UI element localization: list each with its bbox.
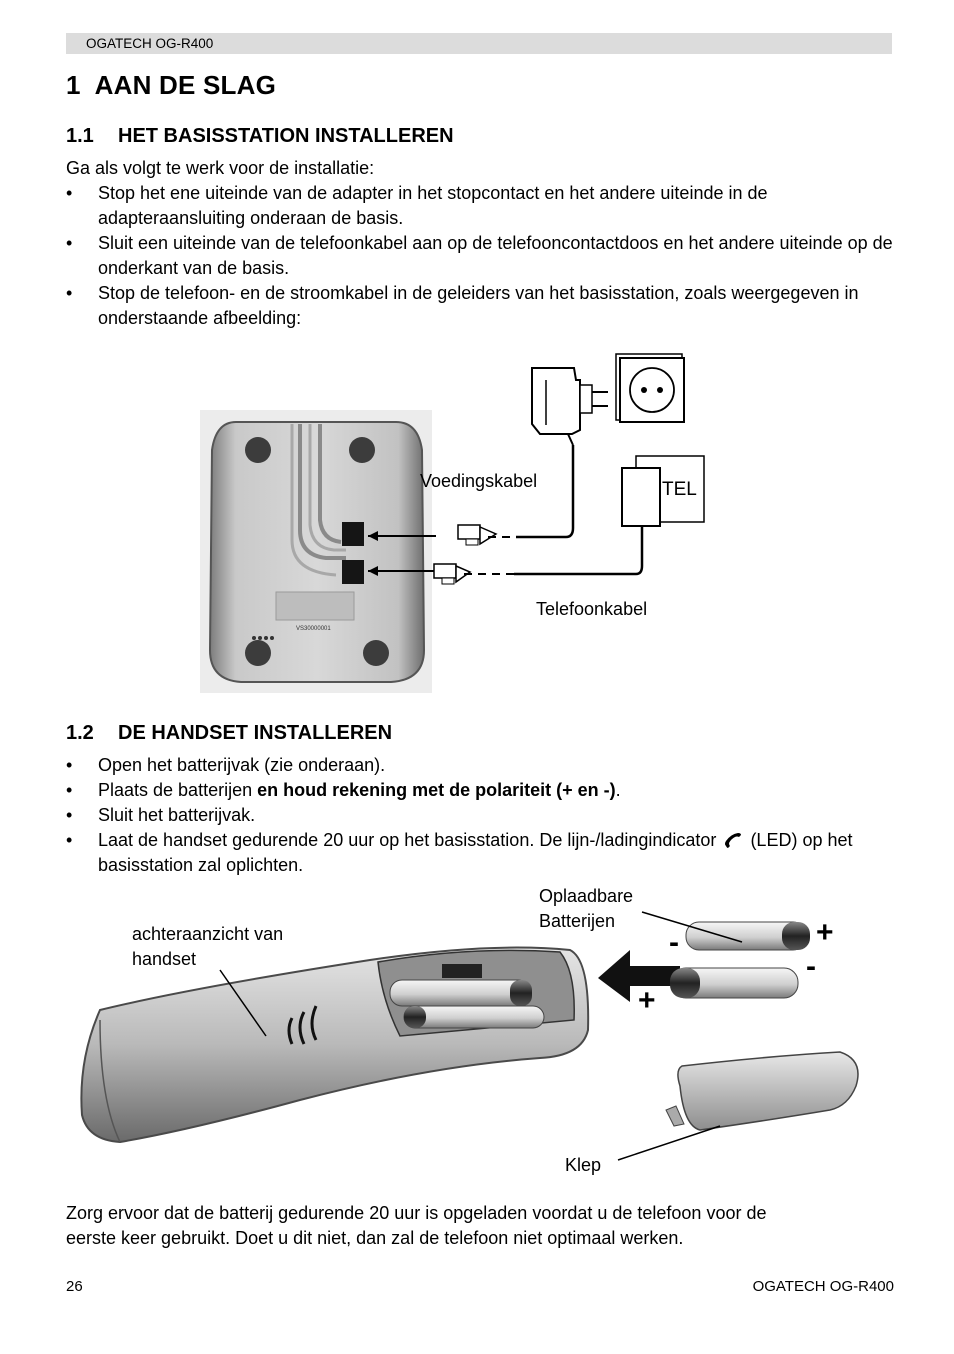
list-item-text: Sluit een uiteinde van de telefoonkabel aan op de telefooncontactdoos en het andere uiteinde op de onderkant van de basis.	[98, 233, 893, 278]
label-plate	[276, 592, 354, 620]
battery-strap	[442, 964, 482, 978]
list-item	[66, 803, 896, 828]
battery-loose-top	[686, 922, 810, 950]
chapter-number: 1	[66, 70, 81, 100]
phone-led-icon	[722, 831, 744, 849]
section-intro: Ga als volgt te werk voor de installatie:	[66, 158, 375, 178]
bullet-dot: •	[66, 233, 73, 253]
list-item	[66, 753, 896, 778]
handset-back-label: achteraanzicht van handset	[132, 924, 284, 969]
header-title: OGATECH OG-R400	[86, 36, 214, 51]
base-foot	[245, 437, 271, 463]
list-item	[66, 181, 896, 231]
minus-sign: -	[806, 950, 816, 983]
bullet-dot: •	[66, 283, 73, 303]
list-item	[66, 828, 896, 878]
section-heading-1-1	[66, 125, 454, 148]
base-foot	[245, 640, 271, 666]
chapter-heading	[66, 70, 276, 101]
power-adapter-icon	[532, 368, 608, 445]
base-foot	[363, 640, 389, 666]
wall-socket-icon	[616, 354, 684, 422]
pointer-cover	[618, 1126, 720, 1160]
battery-cover	[666, 1052, 858, 1130]
power-socket	[342, 522, 364, 546]
power-plug-icon	[458, 525, 496, 545]
install-steps-list	[66, 181, 896, 331]
footer-title: OGATECH OG-R400	[752, 1278, 894, 1295]
closing-paragraph: Zorg ervoor dat de batterij gedurende 20 uur is opgeladen voordat u de telefoon voor de eerste keer gebruikt. Doet u dit niet, dan zal de telefoon niet optimaal werken.	[66, 1203, 767, 1248]
bullet-dot: •	[66, 805, 73, 825]
list-item	[66, 231, 896, 281]
phone-socket	[342, 560, 364, 584]
minus-sign: -	[669, 926, 679, 959]
list-item-text: Plaats de batterijen	[98, 780, 258, 800]
phone-cable	[514, 526, 642, 574]
list-item-text: Stop de telefoon- en de stroomkabel in de geleiders van het basisstation, zoals weergegeven in onderstaande afbeelding:	[98, 283, 859, 328]
chapter-title: AAN DE SLAG	[94, 70, 276, 100]
bullet-dot: •	[66, 830, 73, 850]
batteries-label: Oplaadbare Batterijen	[539, 886, 634, 931]
list-item-text: (LED) op het basisstation zal oplichten.	[98, 830, 853, 875]
list-item: • Plaats de batterijen en houd rekening met de polariteit (+ en -).	[66, 778, 896, 803]
base-station-body	[210, 422, 424, 682]
list-item	[66, 281, 896, 331]
running-header	[66, 33, 892, 54]
base-station-figure	[196, 350, 716, 695]
handset-steps-list	[66, 753, 896, 878]
phone-cable-label: Telefoonkabel	[536, 599, 648, 619]
polarity-emphasis: en houd rekening met de polariteit (+ en -)	[257, 780, 616, 800]
list-item-text: Stop het ene uiteinde van de adapter in het stopcontact en het andere uiteinde in de adapteraansluiting onderaan de basis.	[98, 183, 768, 228]
list-item-text: Laat de handset gedurende 20 uur op het basisstation. De lijn-/ladingindicator	[98, 830, 717, 850]
phone-outlet-icon	[622, 456, 704, 526]
page-number: 26	[66, 1278, 83, 1295]
section-number: 1.1	[66, 125, 94, 147]
plus-sign: +	[816, 916, 834, 949]
battery-installed	[390, 980, 530, 1006]
power-cable-label: Voedingskabel	[420, 471, 538, 491]
base-foot	[349, 437, 375, 463]
bullet-dot: •	[66, 183, 73, 203]
base-serial-text: VS30000001	[296, 626, 331, 632]
section-title: HET BASISSTATION INSTALLEREN	[118, 125, 454, 147]
tel-label: TEL	[662, 479, 697, 500]
list-item-text: Open het batterijvak (zie onderaan).	[98, 755, 386, 775]
section-title: DE HANDSET INSTALLEREN	[118, 722, 393, 744]
section-heading-1-2	[66, 722, 392, 745]
bullet-dot: •	[66, 780, 73, 800]
battery-loose-bottom	[670, 968, 798, 998]
cover-label: Klep	[565, 1155, 602, 1175]
list-item-text: Sluit het batterijvak.	[98, 805, 256, 825]
plus-sign: +	[638, 984, 656, 1017]
section-number: 1.2	[66, 722, 94, 744]
bullet-dot: •	[66, 755, 73, 775]
